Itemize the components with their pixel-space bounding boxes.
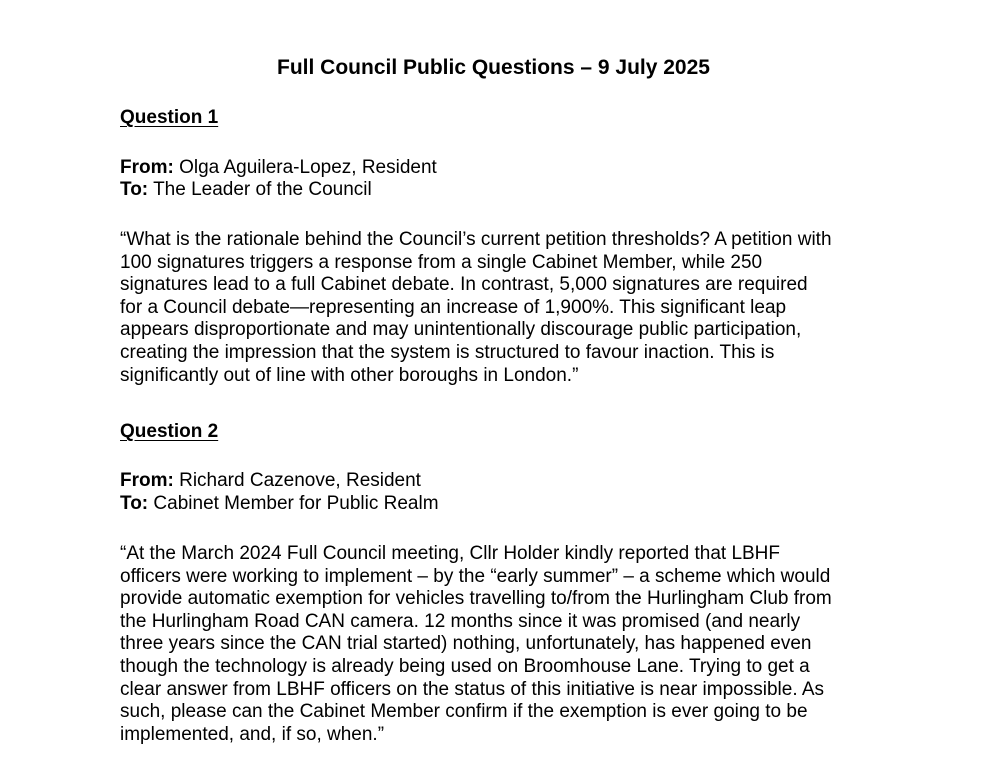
text-line: signatures lead to a full Cabinet debate. In contrast, 5,000 signatures are required xyxy=(120,274,808,296)
from-value: Olga Aguilera-Lopez, Resident xyxy=(173,157,437,178)
text-line: 100 signatures triggers a response from a single Cabinet Member, while 250 xyxy=(120,251,763,273)
text-line: the Hurlingham Road CAN camera. 12 months since it was promised (and nearly xyxy=(120,610,801,632)
to-value: The Leader of the Council xyxy=(148,179,372,200)
question-2-text xyxy=(120,543,910,746)
text-line: provide automatic exemption for vehicles travelling to/from the Hurlingham Club from xyxy=(120,588,832,610)
to-value: Cabinet Member for Public Realm xyxy=(148,493,439,514)
question-1-heading: Question 1 xyxy=(120,107,219,128)
text-line: “What is the rationale behind the Council’s current petition thresholds? A petition with xyxy=(120,229,832,250)
text-line: clear answer from LBHF officers on the status of this initiative is near impossible. As xyxy=(120,678,825,700)
text-line: “At the March 2024 Full Council meeting, Cllr Holder kindly reported that LBHF xyxy=(120,543,781,564)
text-line: implemented, and, if so, when.” xyxy=(120,723,385,745)
to-label: To: xyxy=(120,179,149,200)
text-line: officers were working to implement – by the “early summer” – a scheme which would xyxy=(120,565,831,587)
text-line: creating the impression that the system is structured to favour inaction. This is xyxy=(120,341,775,363)
from-value: Richard Cazenove, Resident xyxy=(173,470,421,491)
question-1-text xyxy=(120,229,910,387)
question-2-to xyxy=(120,493,439,514)
question-1-from xyxy=(120,157,437,178)
text-line: significantly out of line with other boroughs in London.” xyxy=(120,364,579,386)
question-2-heading: Question 2 xyxy=(120,421,219,442)
text-line: appears disproportionate and may unintentionally discourage public participation, xyxy=(120,319,802,341)
text-line: for a Council debate—representing an increase of 1,900%. This significant leap xyxy=(120,296,787,318)
text-line: three years since the CAN trial started) nothing, unfortunately, has happened even xyxy=(120,633,812,655)
from-label: From: xyxy=(120,470,174,491)
to-label: To: xyxy=(120,493,149,514)
text-line: such, please can the Cabinet Member confirm if the exemption is ever going to be xyxy=(120,701,808,723)
text-line: though the technology is already being used on Broomhouse Lane. Trying to get a xyxy=(120,655,810,677)
from-label: From: xyxy=(120,157,174,178)
question-2-from xyxy=(120,470,421,491)
page-title: Full Council Public Questions – 9 July 2025 xyxy=(277,56,710,79)
question-1-to xyxy=(120,179,372,200)
